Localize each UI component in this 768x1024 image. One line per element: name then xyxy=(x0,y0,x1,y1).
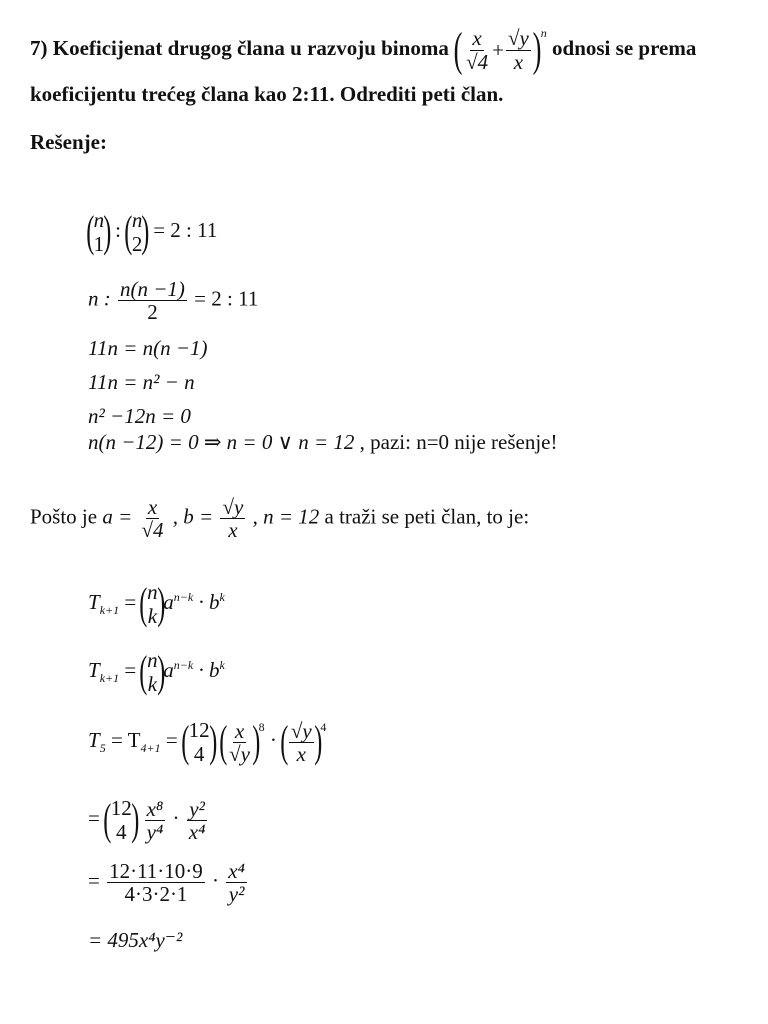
problem-line-2: koeficijentu trećeg člana kao 2:11. Odrediti peti član. xyxy=(30,82,504,106)
solution-heading: Rešenje: xyxy=(30,130,107,154)
since-line: Pošto je a = $\frac{x}{√4}$ , b = $\frac{√y}{x}$ , n = 12 a traži se peti član, to je: xyxy=(30,495,530,543)
step-6: n(n −12) = 0 ⇒ n = 0 ∨ n = 12 , pazi: n=0 nije rešenje! xyxy=(88,430,558,454)
expanded-term: = ( 12 4 ) $\frac{\text{x⁸}}{\text{y⁴}}$ · $\frac{\text{y²}}{\text{x⁴}}$ xyxy=(88,795,206,845)
problem-text-part2: odnosi se prema xyxy=(552,35,697,60)
general-term-formula-2: $T_{k+1}$ = ( n k ) $a^{n-k} \cdot b^k$ xyxy=(88,647,225,697)
binomial-term2: $\frac{√y}{x}$ xyxy=(507,26,529,74)
step-binomial-ratio: ( n 1 ) : ( n 2 ) = 2 : 11 xyxy=(86,207,218,257)
step-5: n² −12n = 0 xyxy=(88,404,191,428)
problem-number: 7) xyxy=(30,35,48,60)
fifth-term-formula: $T_5 = T_{4+1}$ = ( 12 4 ) ( $\frac{x}{√y}$ ) 8 · ( $\frac{√y}{x}$ ) 4 xyxy=(88,717,327,767)
step-fraction-ratio: n : $\frac{n(n -1)}{2}$ = 2 : 11 xyxy=(88,277,259,325)
general-term-formula-1: $T_{k+1}$ = ( n k ) $a^{n-k} \cdot b^k$ xyxy=(88,579,225,629)
coefficient-computation: = $\frac{12\cdot 11\cdot 10\cdot 9}{4\cdot 3\cdot 2\cdot 1}$ · $\frac{\text{x⁴}}{\text{y²}}$ xyxy=(88,859,245,907)
step-6-note: , pazi: n=0 nije rešenje! xyxy=(359,430,558,454)
final-result: = 495x⁴y⁻² xyxy=(88,928,183,952)
binomial-expression: ( $\frac{x}{√4}$ + $\frac{√y}{x}$ ) $^n$ xyxy=(453,23,547,76)
step-3: 11n = n(n −1) xyxy=(88,336,208,360)
binomial-exponent: n xyxy=(540,26,547,40)
binomial-term1: $\frac{x}{√4}$ xyxy=(466,26,489,74)
step-4: 11n = n² − n xyxy=(88,370,195,394)
problem-line-1 xyxy=(30,23,697,76)
problem-text-part1: Koeficijenat drugog člana u razvoju binoma xyxy=(52,35,449,60)
